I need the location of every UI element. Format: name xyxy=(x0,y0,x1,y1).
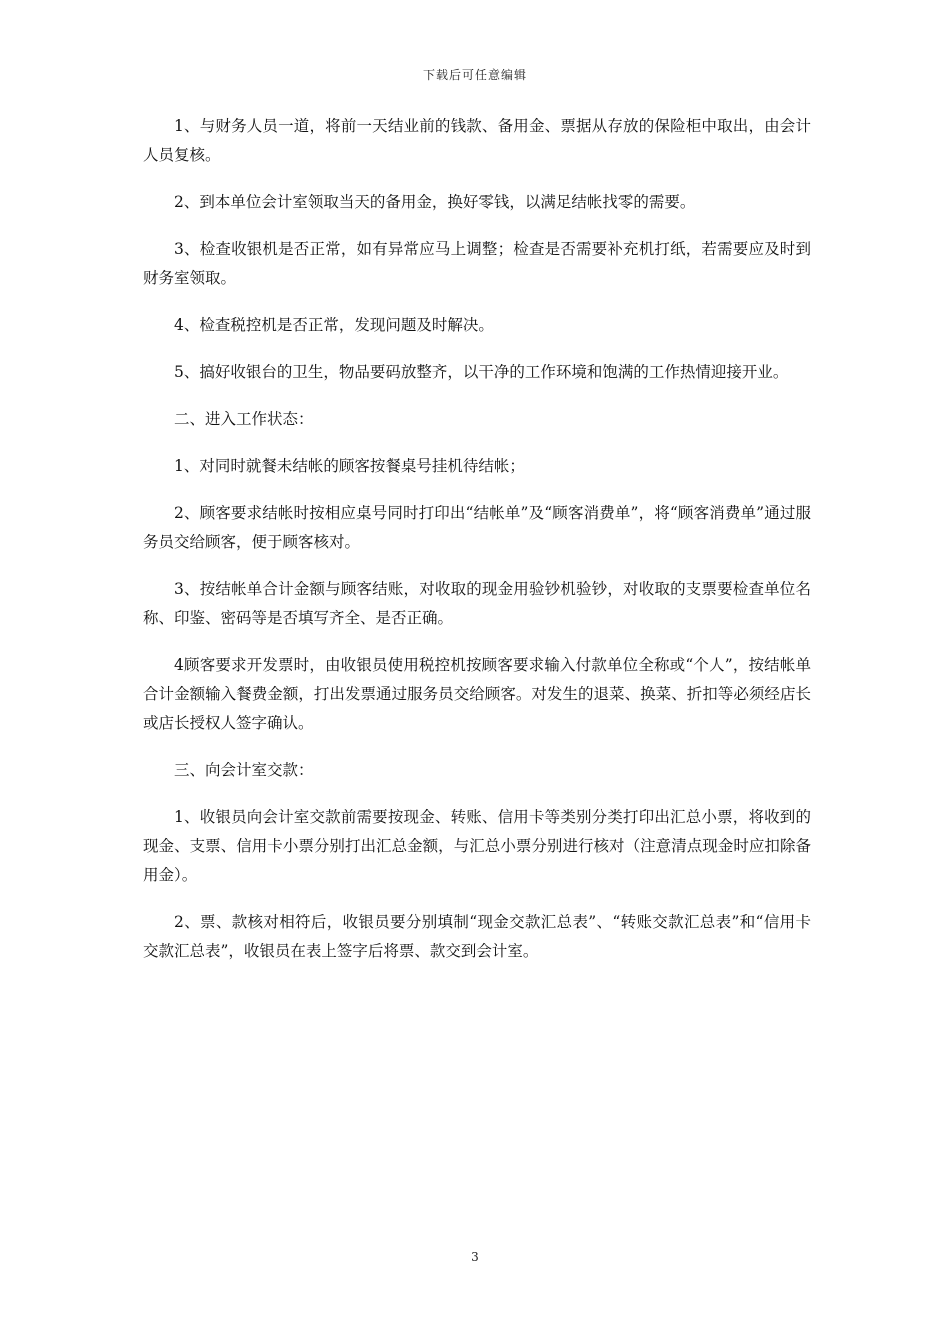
section-heading: 二、进入工作状态： xyxy=(174,410,314,428)
document-body xyxy=(143,112,811,984)
paragraph: 2、到本单位会计室领取当天的备用金，换好零钱，以满足结帐找零的需要。 xyxy=(174,193,696,211)
page-number: 3 xyxy=(471,1250,479,1264)
paragraph: 2、顾客要求结帐时按相应桌号同时打印出“结帐单”及“顾客消费单”，将“顾客消费单”通过服务员交给顾客，便于顾客核对。 xyxy=(143,504,811,551)
section-heading: 三、向会计室交款： xyxy=(174,761,314,779)
paragraph: 4顾客要求开发票时，由收银员使用税控机按顾客要求输入付款单位全称或“个人”，按结帐单合计金额输入餐费金额，打出发票通过服务员交给顾客。对发生的退菜、换菜、折扣等必须经店长或店长授权人签字确认。 xyxy=(143,656,811,732)
paragraph: 2、票、款核对相符后，收银员要分别填制“现金交款汇总表”、“转账交款汇总表”和“信用卡交款汇总表”，收银员在表上签字后将票、款交到会计室。 xyxy=(143,913,811,960)
paragraph: 1、与财务人员一道，将前一天结业前的钱款、备用金、票据从存放的保险柜中取出，由会计人员复核。 xyxy=(143,117,811,164)
paragraph: 5、搞好收银台的卫生，物品要码放整齐，以干净的工作环境和饱满的工作热情迎接开业。 xyxy=(174,363,789,381)
page-header: 下载后可任意编辑 xyxy=(422,68,527,82)
paragraph: 4、检查税控机是否正常，发现问题及时解决。 xyxy=(174,316,494,334)
paragraph: 3、按结帐单合计金额与顾客结账，对收取的现金用验钞机验钞，对收取的支票要检查单位名称、印鉴、密码等是否填写齐全、是否正确。 xyxy=(143,580,811,627)
paragraph: 3、检查收银机是否正常，如有异常应马上调整；检查是否需要补充机打纸，若需要应及时到财务室领取。 xyxy=(143,240,811,287)
paragraph: 1、对同时就餐未结帐的顾客按餐桌号挂机待结帐； xyxy=(174,457,525,475)
paragraph: 1、收银员向会计室交款前需要按现金、转账、信用卡等类别分类打印出汇总小票，将收到的现金、支票、信用卡小票分别打出汇总金额，与汇总小票分别进行核对（注意清点现金时应扣除备用金）。 xyxy=(143,808,811,884)
